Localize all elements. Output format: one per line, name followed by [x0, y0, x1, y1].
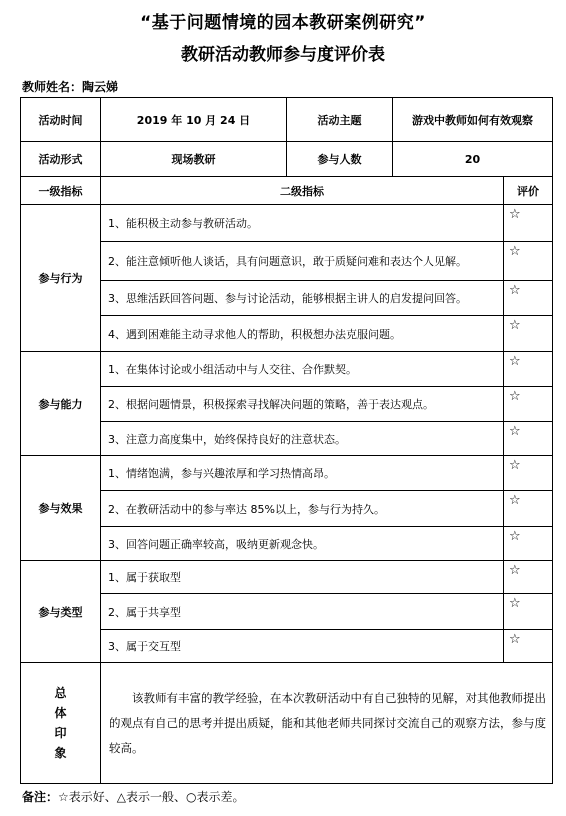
note-text: ☆表示好、△表示一般、○表示差。 — [58, 790, 245, 804]
footnote — [22, 788, 244, 805]
summary-row — [21, 663, 553, 784]
teacher-name-row — [22, 78, 118, 95]
level1-indicator: 参与效果 — [21, 456, 101, 561]
header-row — [21, 177, 553, 205]
criteria-row — [21, 456, 553, 491]
header-rating: 评价 — [504, 177, 553, 205]
rating-star: ☆ — [504, 242, 553, 281]
criteria-row — [21, 527, 553, 561]
summary-label-char: 体 — [54, 706, 67, 720]
summary-label — [21, 663, 101, 784]
title-line-2: 教研活动教师参与度评价表 — [181, 45, 385, 65]
summary-label-char: 总 — [54, 686, 67, 700]
level1-indicator: 参与行为 — [21, 205, 101, 352]
rating-star: ☆ — [504, 491, 553, 527]
rating-star: ☆ — [504, 281, 553, 316]
rating-star: ☆ — [504, 205, 553, 242]
info-row-time — [21, 98, 553, 142]
rating-star: ☆ — [504, 387, 553, 422]
rating-star: ☆ — [504, 456, 553, 491]
note-label: 备注： — [22, 790, 59, 804]
level2-indicator: 1、能积极主动参与教研活动。 — [101, 205, 504, 242]
criteria-row — [21, 281, 553, 316]
level2-indicator: 1、在集体讨论或小组活动中与人交往、合作默契。 — [101, 352, 504, 387]
level2-indicator: 3、注意力高度集中，始终保持良好的注意状态。 — [101, 422, 504, 456]
rating-star: ☆ — [504, 352, 553, 387]
rating-star: ☆ — [504, 630, 553, 663]
time-label: 活动时间 — [21, 98, 101, 142]
criteria-row — [21, 561, 553, 594]
topic-label: 活动主题 — [287, 98, 393, 142]
level2-indicator: 3、思维活跃回答问题、参与讨论活动，能够根据主讲人的启发提问回答。 — [101, 281, 504, 316]
criteria-row — [21, 594, 553, 630]
level2-indicator: 1、情绪饱满，参与兴趣浓厚和学习热情高昂。 — [101, 456, 504, 491]
criteria-row — [21, 630, 553, 663]
level2-indicator: 3、属于交互型 — [101, 630, 504, 663]
criteria-row — [21, 352, 553, 387]
rating-star: ☆ — [504, 527, 553, 561]
criteria-row — [21, 387, 553, 422]
title-line-1: “基于问题情境的园本教研案例研究” — [140, 13, 426, 33]
level1-indicator: 参与能力 — [21, 352, 101, 456]
criteria-row — [21, 242, 553, 281]
rating-star: ☆ — [504, 594, 553, 630]
level2-indicator: 3、回答问题正确率较高，吸纳更新观念快。 — [101, 527, 504, 561]
level1-indicator: 参与类型 — [21, 561, 101, 663]
level2-indicator: 4、遇到困难能主动寻求他人的帮助，积极想办法克服问题。 — [101, 316, 504, 352]
summary-label-char: 印 — [54, 726, 67, 740]
criteria-row — [21, 316, 553, 352]
time-value: 2019 年 10 月 24 日 — [101, 98, 287, 142]
criteria-row — [21, 205, 553, 242]
level2-indicator: 2、能注意倾听他人谈话，具有问题意识，敢于质疑问难和表达个人见解。 — [101, 242, 504, 281]
header-level2: 二级指标 — [101, 177, 504, 205]
criteria-row — [21, 491, 553, 527]
level2-indicator: 2、属于共享型 — [101, 594, 504, 630]
rating-star: ☆ — [504, 561, 553, 594]
header-level1: 一级指标 — [21, 177, 101, 205]
form-value: 现场教研 — [101, 142, 287, 177]
criteria-row — [21, 422, 553, 456]
form-label: 活动形式 — [21, 142, 101, 177]
level2-indicator: 2、在教研活动中的参与率达 85%以上，参与行为持久。 — [101, 491, 504, 527]
rating-star: ☆ — [504, 316, 553, 352]
count-label: 参与人数 — [287, 142, 393, 177]
summary-text: 该教师有丰富的教学经验，在本次教研活动中有自己独特的见解，对其他教师提出的观点有自己的思考并提出质疑，能和其他老师共同探讨交流自己的观察方法，参与度较高。 — [101, 663, 553, 784]
teacher-name: 陶云娣 — [82, 80, 119, 94]
summary-label-char: 象 — [54, 746, 67, 760]
count-value: 20 — [393, 142, 553, 177]
evaluation-table-body — [21, 98, 553, 784]
info-row-form — [21, 142, 553, 177]
topic-value: 游戏中教师如何有效观察 — [393, 98, 553, 142]
teacher-label: 教师姓名： — [22, 80, 83, 94]
level2-indicator: 2、根据问题情景，积极探索寻找解决问题的策略，善于表达观点。 — [101, 387, 504, 422]
evaluation-table — [20, 97, 553, 784]
level2-indicator: 1、属于获取型 — [101, 561, 504, 594]
rating-star: ☆ — [504, 422, 553, 456]
